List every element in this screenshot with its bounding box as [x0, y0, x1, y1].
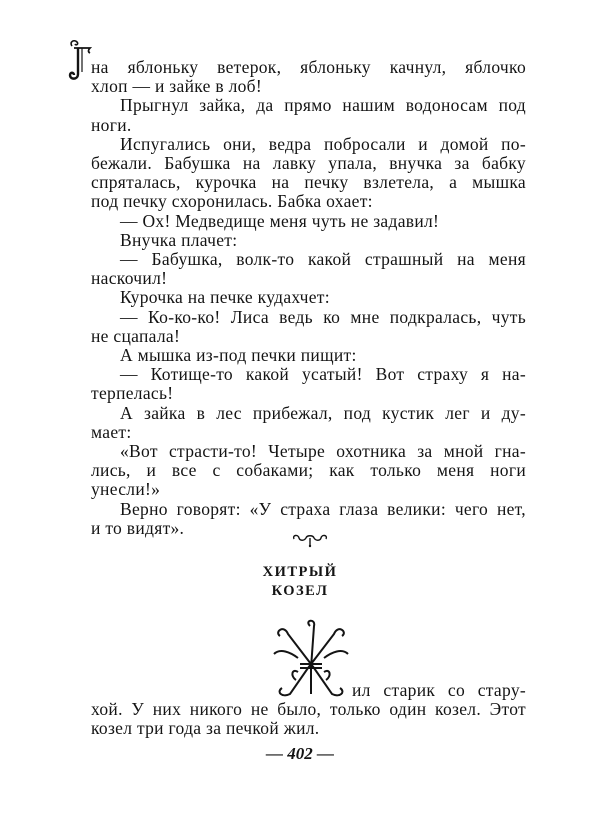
text-line: Внучка плачет:: [120, 229, 238, 250]
text-line: бежали. Бабушка на лавку упала, внучка за бабку: [91, 153, 526, 173]
text-line: козел три года за печкой жил.: [91, 718, 320, 738]
text-line: и то видят».: [91, 517, 185, 538]
text-line: — Ох! Медведище меня чуть не задавил!: [120, 210, 440, 231]
story-title-line1: ХИТРЫЙ: [262, 564, 338, 580]
text-line: Курочка на печке кудахчет:: [120, 287, 330, 308]
text-line: наскочил!: [91, 268, 168, 289]
ornamental-initial-zh: [270, 618, 352, 698]
text-line: Верно говорят: «У страха глаза велики: чего нет,: [120, 498, 526, 519]
text-line: Прыгнул зайка, да прямо нашим водоносам под: [120, 95, 526, 116]
text-line: лись, и все с собаками; как только меня ноги: [91, 460, 526, 481]
text-line: мает:: [91, 421, 132, 442]
text-line: — Ко-ко-ко! Лиса ведь ко мне подкралась, чуть: [120, 306, 526, 327]
story-title-line2: КОЗЕЛ: [271, 583, 329, 599]
text-line: Испугались они, ведра побросали и домой по-: [120, 133, 526, 154]
text-line: на яблоньку ветерок, яблоньку качнул, яблочко: [91, 57, 526, 77]
text-line: унесли!»: [91, 479, 161, 500]
page-number: — 402 —: [266, 744, 334, 763]
text-line: ноги.: [91, 114, 132, 135]
text-line: хой. У них никого не было, только один козел. Этот: [91, 699, 526, 719]
text-line: — Бабушка, волк-то какой страшный на меня: [120, 249, 526, 269]
text-line: хлоп — и зайке в лоб!: [91, 76, 262, 97]
ornamental-initial-g: [66, 38, 92, 82]
text-line: спряталась, курочка на печку взлетела, а мышка: [91, 172, 526, 193]
text-line: «Вот страсти-то! Четыре охотника за мной гна-: [120, 441, 526, 461]
text-line: не сцапала!: [91, 325, 181, 346]
text-line: — Котище-то какой усатый! Вот страху я на-: [120, 364, 526, 385]
text-line: под печку схоронилась. Бабка охает:: [91, 191, 373, 212]
text-line: А зайка в лес прибежал, под кустик лег и ду-: [120, 402, 526, 423]
text-line: терпелась!: [91, 383, 174, 404]
story-first-line: ил старик со стару-: [352, 680, 526, 700]
text-line: А мышка из-под печки пищит:: [120, 345, 357, 365]
ornament-divider: [290, 532, 330, 548]
